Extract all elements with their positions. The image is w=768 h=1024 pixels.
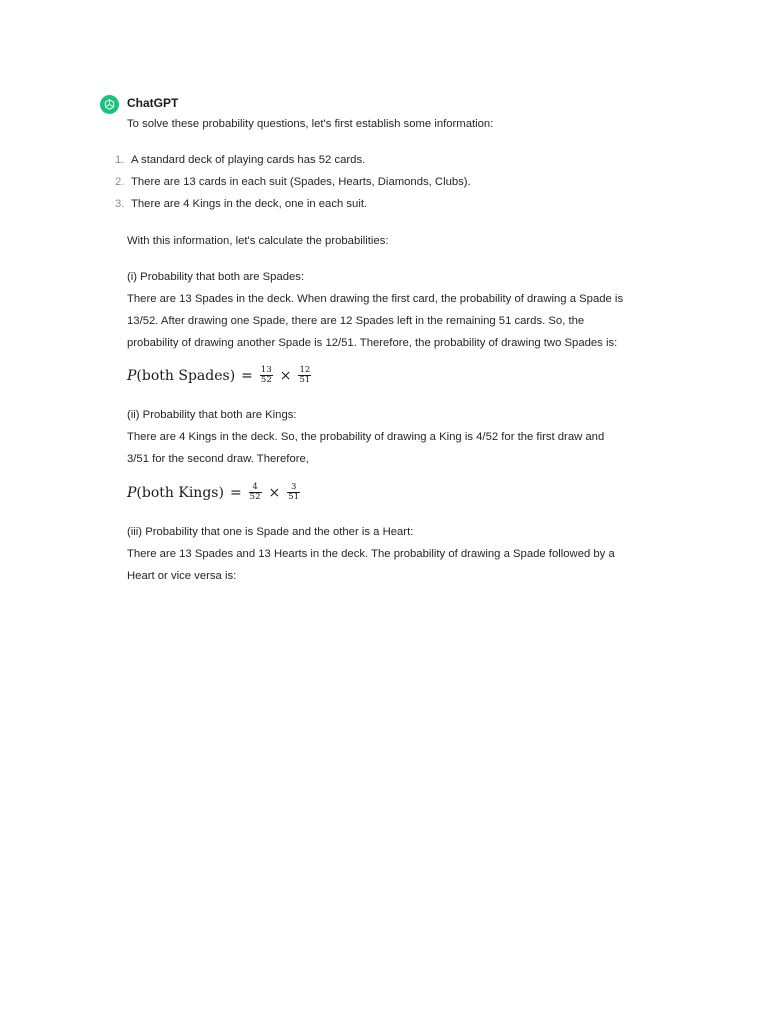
formula-equals: =: [229, 484, 242, 501]
part1-line: probability of drawing another Spade is 12/51. Therefore, the probability of drawing two Spades is:: [127, 337, 618, 349]
list-item: A standard deck of playing cards has 52 cards.: [131, 154, 366, 166]
part2-heading: (ii) Probability that both are Kings:: [127, 409, 297, 421]
part2-line: 3/51 for the second draw. Therefore,: [127, 453, 309, 465]
part1-heading: (i) Probability that both are Spades:: [127, 271, 305, 283]
part2-line: There are 4 Kings in the deck. So, the probability of drawing a King is 4/52 for the first draw and: [127, 431, 605, 443]
list-number: 1.: [115, 154, 125, 166]
intro-text: To solve these probability questions, let's first establish some information:: [127, 118, 494, 130]
part3-line: Heart or vice versa is:: [127, 570, 237, 582]
formula-times: ×: [268, 484, 281, 501]
part1-line: 13/52. After drawing one Spade, there are 12 Spades left in the remaining 51 cards. So, the: [127, 315, 585, 327]
list-number: 3.: [115, 198, 125, 210]
formula-fraction: $\frac{13}{52}$: [260, 365, 272, 385]
formula-var: P: [127, 367, 137, 384]
formula-var: P: [127, 484, 137, 501]
formula-both-spades: [127, 366, 312, 385]
formula-fraction: $\frac{4}{52}$: [249, 482, 261, 502]
formula-arg: (both Kings): [136, 484, 224, 501]
formula-times: ×: [279, 367, 292, 384]
calc-intro-text: With this information, let's calculate the probabilities:: [127, 235, 389, 247]
formula-both-kings: [127, 483, 301, 502]
chatgpt-avatar: [100, 95, 119, 114]
formula-equals: =: [241, 367, 253, 384]
list-number: 2.: [115, 176, 125, 188]
part3-line: There are 13 Spades and 13 Hearts in the deck. The probability of drawing a Spade followed by a: [127, 548, 615, 560]
openai-logo-icon: [103, 98, 116, 111]
formula-arg: (both Spades): [136, 367, 236, 384]
part3-heading: (iii) Probability that one is Spade and the other is a Heart:: [127, 526, 414, 538]
list-item: There are 4 Kings in the deck, one in each suit.: [131, 198, 368, 210]
message-author: ChatGPT: [127, 96, 179, 110]
formula-fraction: $\frac{3}{51}$: [288, 482, 300, 502]
list-item: There are 13 cards in each suit (Spades, Hearts, Diamonds, Clubs).: [131, 176, 471, 188]
formula-fraction: $\frac{12}{51}$: [299, 365, 311, 385]
part1-line: There are 13 Spades in the deck. When drawing the first card, the probability of drawing a Spade is: [127, 293, 624, 305]
